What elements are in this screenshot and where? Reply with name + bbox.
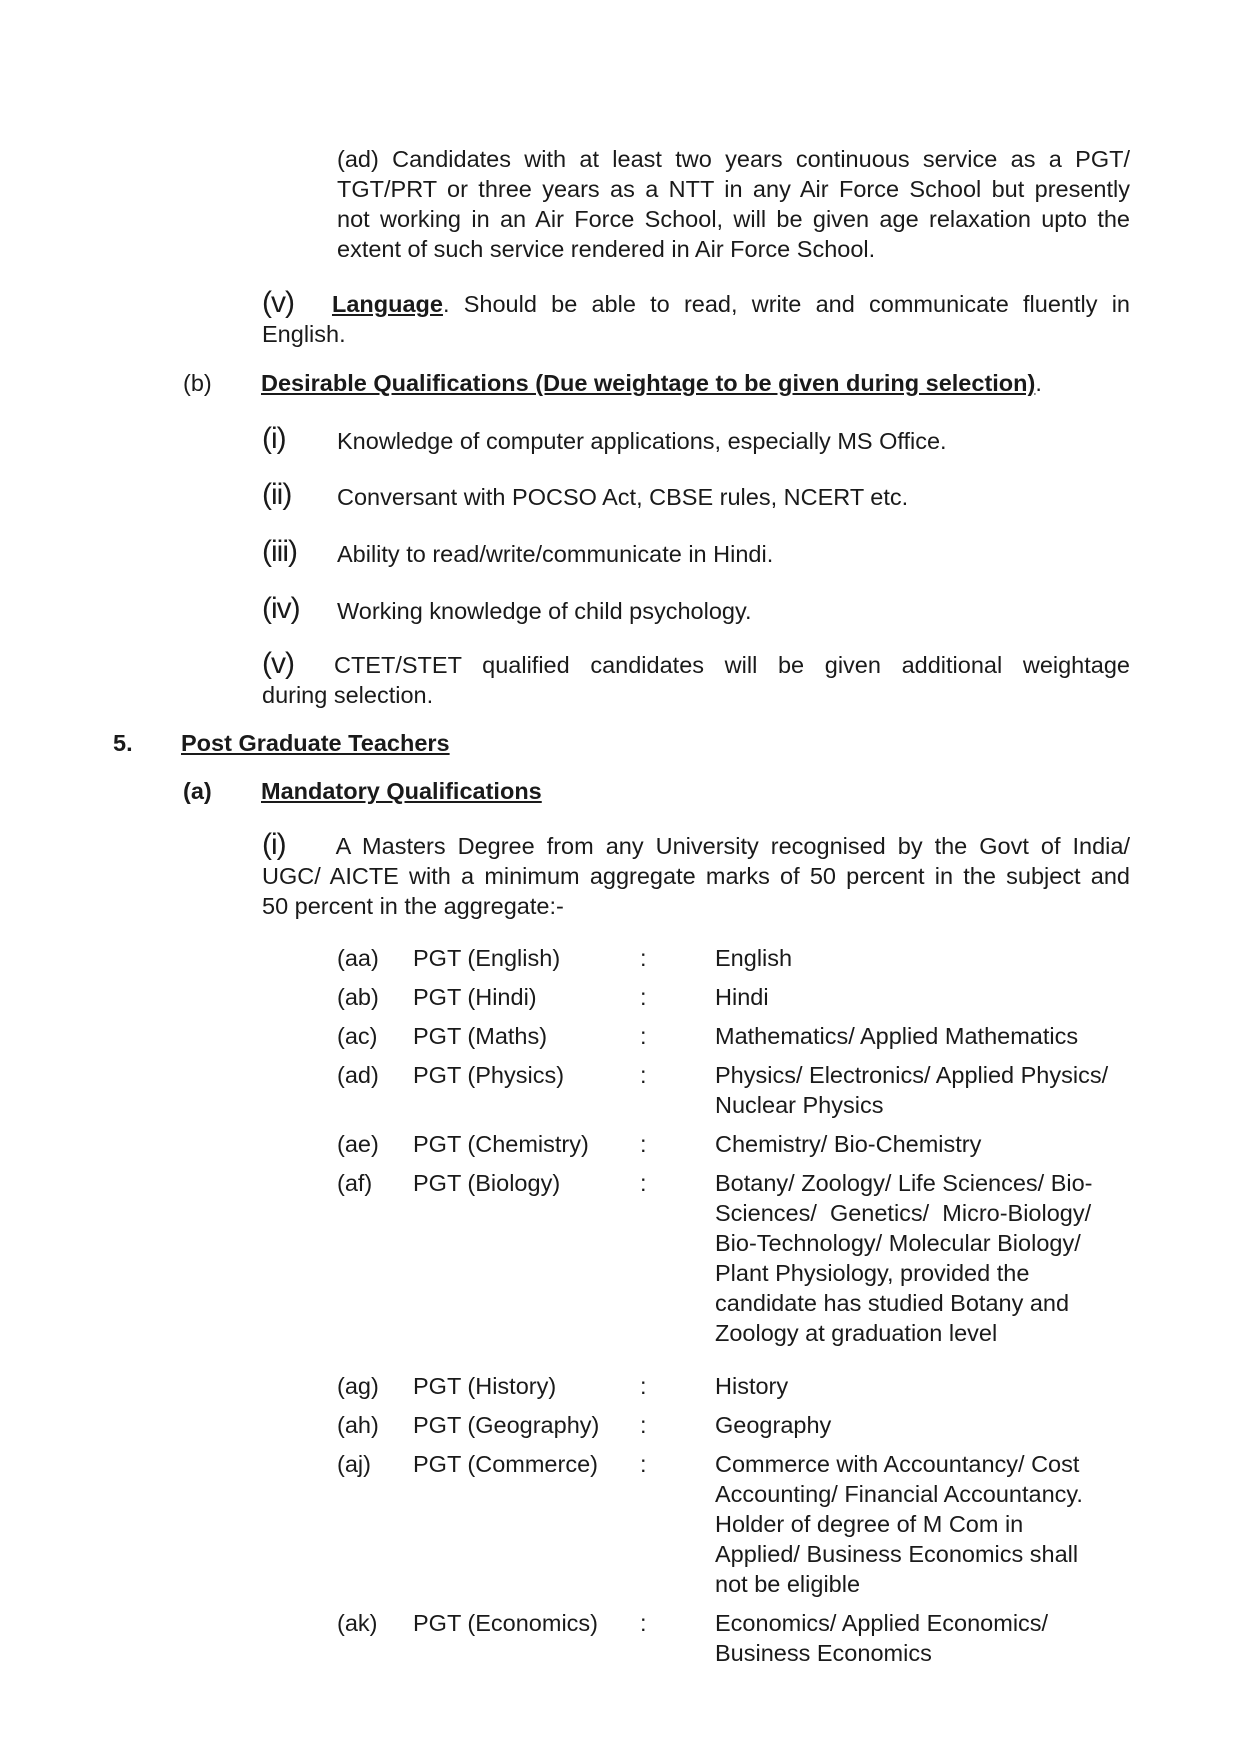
desirable-num: (b): [183, 370, 212, 396]
pgt-row-subject-line: candidate has studied Botany and: [715, 1290, 1070, 1316]
pgt-row-post: PGT (Hindi): [413, 984, 537, 1010]
mandatory-item-1-line-1: A Masters Degree from any University recognised by the Govt of India/: [335, 833, 1130, 859]
desirable-item-1-text: Knowledge of computer applications, especially MS Office.: [337, 428, 947, 454]
pgt-row-subject: [715, 1168, 1145, 1348]
desirable-item-5-num: (v): [262, 647, 294, 680]
desirable-item-2-num: (ii): [262, 478, 292, 511]
pgt-row-subject-line: Chemistry/ Bio-Chemistry: [715, 1131, 982, 1157]
pgt-row-subject: [715, 1129, 1145, 1159]
mandatory-item-1-line-3: 50 percent in the aggregate:-: [262, 893, 564, 919]
pgt-row-subject-line: Nuclear Physics: [715, 1092, 884, 1118]
pgt-row-separator: :: [640, 1412, 647, 1438]
desirable-item-4: [262, 594, 1130, 625]
desirable-item-3-text: Ability to read/write/communicate in Hindi.: [337, 541, 774, 567]
pgt-row-number: (ac): [337, 1023, 378, 1049]
mandatory-heading: [183, 776, 1083, 806]
pgt-row-subject-line: Plant Physiology, provided the: [715, 1260, 1030, 1286]
section-5-num: 5.: [113, 730, 133, 756]
desirable-title: Desirable Qualifications (Due weightage to be given during selection): [261, 370, 1036, 396]
pgt-row-subject: [715, 1371, 1145, 1401]
language-num: (v): [262, 286, 294, 319]
pgt-row-subject: [715, 1449, 1145, 1599]
pgt-row-separator: :: [640, 1451, 647, 1477]
pgt-row-separator: :: [640, 945, 647, 971]
language-title: Language: [331, 291, 443, 317]
pgt-row-subject-line: Geography: [715, 1412, 832, 1438]
pgt-row-subject-line: Bio-Technology/ Molecular Biology/: [715, 1230, 1081, 1256]
pgt-row-separator: :: [640, 1170, 647, 1196]
pgt-row-subject: [715, 1021, 1145, 1051]
pgt-row-subject-line: History: [715, 1373, 789, 1399]
pgt-row-subject: [715, 943, 1145, 973]
section-5-title: Post Graduate Teachers: [181, 730, 450, 756]
mandatory-title: Mandatory Qualifications: [261, 778, 542, 804]
pgt-row-subject-line: Zoology at graduation level: [715, 1320, 998, 1346]
pgt-row-number: (ag): [337, 1373, 379, 1399]
pgt-row-post: PGT (Physics): [413, 1062, 565, 1088]
pgt-row-number: (ae): [337, 1131, 379, 1157]
pgt-row-number: (ah): [337, 1412, 379, 1438]
desirable-item-3-num: (iii): [262, 535, 297, 568]
para-ad: [337, 144, 1130, 264]
pgt-row-subject: [715, 1410, 1145, 1440]
pgt-row-subject-line: Holder of degree of M Com in: [715, 1511, 1024, 1537]
pgt-row-subject-line: Business Economics: [715, 1640, 932, 1666]
pgt-row-separator: :: [640, 1131, 647, 1157]
pgt-row-post: PGT (Maths): [413, 1023, 548, 1049]
mandatory-item-1-line-2: UGC/ AICTE with a minimum aggregate marks of 50 percent in the subject and: [262, 863, 1130, 889]
desirable-title-end: .: [1035, 370, 1042, 396]
pgt-row-subject-line: Hindi: [715, 984, 769, 1010]
mandatory-item-1-num: (i): [262, 828, 286, 861]
language-item: [262, 288, 1130, 349]
pgt-row-post: PGT (Commerce): [413, 1451, 598, 1477]
pgt-row-subject-line: Commerce with Accountancy/ Cost: [715, 1451, 1080, 1477]
pgt-row-post: PGT (Economics): [413, 1610, 598, 1636]
pgt-row-subject: [715, 1060, 1145, 1120]
pgt-row-separator: :: [640, 1023, 647, 1049]
language-text-2: English.: [262, 321, 346, 347]
pgt-row-post: PGT (Chemistry): [413, 1131, 589, 1157]
pgt-row-post: PGT (Geography): [413, 1412, 600, 1438]
desirable-item-1-num: (i): [262, 422, 286, 455]
pgt-row-separator: :: [640, 1062, 647, 1088]
pgt-row-subject-line: not be eligible: [715, 1571, 861, 1597]
para-ad-line-4: extent of such service rendered in Air Force School.: [337, 236, 876, 262]
pgt-row-number: (ad): [337, 1062, 379, 1088]
pgt-row-subject-line: English: [715, 945, 793, 971]
pgt-row-separator: :: [640, 1373, 647, 1399]
pgt-row-subject-line: Sciences/ Genetics/ Micro-Biology/: [715, 1200, 1092, 1226]
pgt-row-number: (ab): [337, 984, 379, 1010]
pgt-row-separator: :: [640, 984, 647, 1010]
pgt-row-number: (af): [337, 1170, 373, 1196]
mandatory-num: (a): [183, 778, 212, 804]
desirable-item-2: [262, 480, 1130, 511]
para-ad-line-2: TGT/PRT or three years as a NTT in any Air Force School but presently: [337, 176, 1130, 202]
desirable-item-4-text: Working knowledge of child psychology.: [337, 598, 752, 624]
pgt-row-number: (aa): [337, 945, 379, 971]
pgt-row-subject: [715, 982, 1145, 1012]
pgt-row-subject-line: Mathematics/ Applied Mathematics: [715, 1023, 1079, 1049]
pgt-row-subject-line: Botany/ Zoology/ Life Sciences/ Bio-: [715, 1170, 1093, 1196]
desirable-item-5-line-2: during selection.: [262, 682, 434, 708]
pgt-row-post: PGT (English): [413, 945, 561, 971]
language-text-1: . Should be able to read, write and communicate fluently in: [442, 291, 1130, 317]
mandatory-item-1: [262, 830, 1130, 921]
desirable-item-5: [262, 649, 1130, 710]
pgt-row-number: (aj): [337, 1451, 371, 1477]
pgt-row-subject-line: Physics/ Electronics/ Applied Physics/: [715, 1062, 1109, 1088]
pgt-row-subject-line: Applied/ Business Economics shall: [715, 1541, 1079, 1567]
pgt-row-number: (ak): [337, 1610, 378, 1636]
section-5-heading: [113, 728, 1113, 758]
desirable-item-3: [262, 537, 1130, 568]
pgt-row-post: PGT (History): [413, 1373, 557, 1399]
desirable-item-5-line-1: CTET/STET qualified candidates will be given additional weightage: [333, 652, 1130, 678]
para-ad-line-3: not working in an Air Force School, will be given age relaxation upto the: [337, 206, 1130, 232]
pgt-row-subject: [715, 1608, 1145, 1668]
desirable-item-4-num: (iv): [262, 592, 300, 625]
pgt-row-subject-line: Economics/ Applied Economics/: [715, 1610, 1049, 1636]
desirable-item-1: [262, 424, 1130, 455]
pgt-row-subject-line: Accounting/ Financial Accountancy.: [715, 1481, 1083, 1507]
pgt-row-separator: :: [640, 1610, 647, 1636]
pgt-row-post: PGT (Biology): [413, 1170, 561, 1196]
para-ad-line-1: (ad) Candidates with at least two years continuous service as a PGT/: [337, 146, 1130, 172]
desirable-item-2-text: Conversant with POCSO Act, CBSE rules, NCERT etc.: [337, 484, 909, 510]
desirable-heading: [183, 368, 1130, 398]
